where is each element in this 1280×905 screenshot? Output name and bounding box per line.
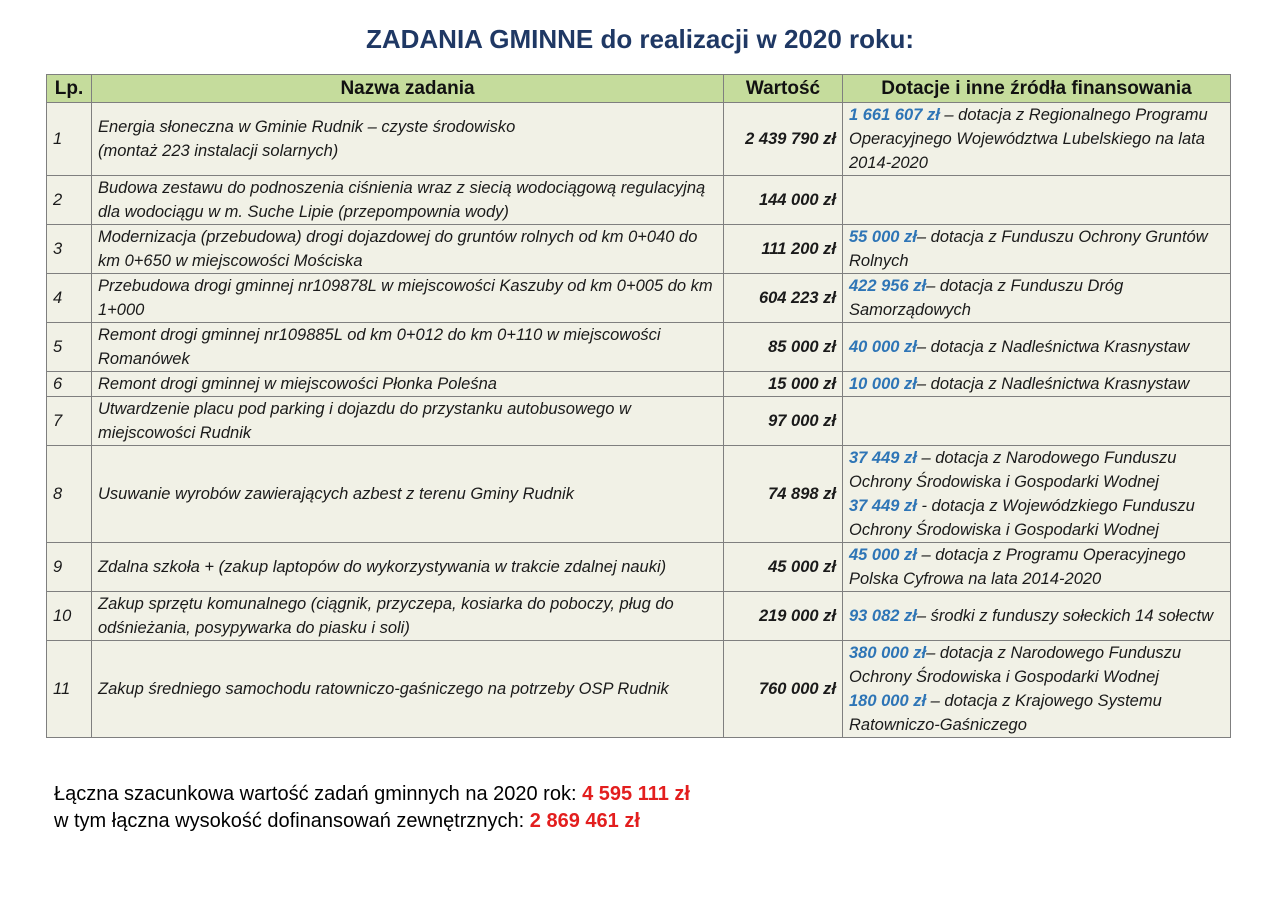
task-name-line: (montaż 223 instalacji solarnych) bbox=[98, 142, 339, 160]
funding-description: – dotacja z Programu Operacyjnego Polska Cyfrowa na lata 2014-2020 bbox=[849, 546, 1186, 588]
task-name-line: Przebudowa drogi gminnej nr109878L w miejscowości Kaszuby od km 0+005 do km 1+000 bbox=[98, 277, 713, 319]
summary-external-line bbox=[54, 808, 690, 835]
task-funding bbox=[843, 372, 1231, 397]
task-name bbox=[92, 641, 724, 738]
task-value: 144 000 zł bbox=[724, 176, 843, 225]
task-name bbox=[92, 103, 724, 176]
funding-amount: 37 449 zł bbox=[849, 449, 917, 467]
task-funding bbox=[843, 592, 1231, 641]
task-funding bbox=[843, 103, 1231, 176]
task-funding bbox=[843, 323, 1231, 372]
table-row bbox=[47, 592, 1231, 641]
task-name-line: Remont drogi gminnej w miejscowości Płonka Poleśna bbox=[98, 375, 497, 393]
task-funding bbox=[843, 176, 1231, 225]
table-row bbox=[47, 641, 1231, 738]
page-title: ZADANIA GMINNE do realizacji w 2020 roku: bbox=[365, 24, 915, 54]
funding-entry bbox=[849, 446, 1224, 494]
funding-amount: 1 661 607 zł bbox=[849, 106, 940, 124]
task-value: 219 000 zł bbox=[724, 592, 843, 641]
funding-description: – dotacja z Narodowego Funduszu Ochrony Środowiska i Gospodarki Wodnej bbox=[849, 449, 1177, 491]
funding-entry bbox=[849, 103, 1224, 175]
table-row bbox=[47, 323, 1231, 372]
table-row bbox=[47, 176, 1231, 225]
task-name bbox=[92, 274, 724, 323]
funding-entry bbox=[849, 335, 1224, 359]
task-name-line: Modernizacja (przebudowa) drogi dojazdowej do gruntów rolnych od km 0+040 do km 0+650 w miejscowości Mościska bbox=[98, 228, 698, 270]
table-row bbox=[47, 543, 1231, 592]
task-value: 45 000 zł bbox=[724, 543, 843, 592]
task-funding bbox=[843, 641, 1231, 738]
task-funding bbox=[843, 446, 1231, 543]
summary bbox=[54, 781, 690, 835]
funding-description: – środki z funduszy sołeckich 14 sołectw bbox=[916, 607, 1214, 625]
funding-description: – dotacja z Nadleśnictwa Krasnystaw bbox=[916, 375, 1190, 393]
task-name bbox=[92, 372, 724, 397]
row-number: 5 bbox=[47, 323, 92, 372]
task-value: 15 000 zł bbox=[724, 372, 843, 397]
summary-total-value: 4 595 111 zł bbox=[582, 783, 690, 805]
funding-entry bbox=[849, 543, 1224, 591]
task-funding bbox=[843, 274, 1231, 323]
funding-entry bbox=[849, 494, 1224, 542]
row-number: 8 bbox=[47, 446, 92, 543]
summary-total-line bbox=[54, 781, 690, 808]
header-lp: Lp. bbox=[47, 75, 92, 103]
funding-description: – dotacja z Narodowego Funduszu Ochrony Środowiska i Gospodarki Wodnej bbox=[849, 644, 1182, 686]
funding-entry bbox=[849, 372, 1224, 396]
summary-total-label: Łączna szacunkowa wartość zadań gminnych na 2020 rok: bbox=[54, 783, 577, 805]
task-name-line: Zdalna szkoła + (zakup laptopów do wykorzystywania w trakcie zdalnej nauki) bbox=[98, 558, 667, 576]
row-number: 4 bbox=[47, 274, 92, 323]
header-funding: Dotacje i inne źródła finansowania bbox=[843, 75, 1231, 103]
task-name bbox=[92, 323, 724, 372]
funding-description: – dotacja z Nadleśnictwa Krasnystaw bbox=[916, 338, 1190, 356]
funding-entry bbox=[849, 274, 1224, 322]
task-name-line: Usuwanie wyrobów zawierających azbest z terenu Gminy Rudnik bbox=[98, 485, 574, 503]
row-number: 2 bbox=[47, 176, 92, 225]
funding-description: – dotacja z Funduszu Ochrony Gruntów Rolnych bbox=[849, 228, 1208, 270]
task-name bbox=[92, 543, 724, 592]
funding-entry bbox=[849, 225, 1224, 273]
task-funding bbox=[843, 225, 1231, 274]
row-number: 6 bbox=[47, 372, 92, 397]
task-name-line: Zakup średniego samochodu ratowniczo-gaśniczego na potrzeby OSP Rudnik bbox=[98, 680, 669, 698]
funding-entry bbox=[849, 689, 1224, 737]
funding-amount: 380 000 zł bbox=[849, 644, 927, 662]
task-name-line: Budowa zestawu do podnoszenia ciśnienia wraz z siecią wodociągową regulacyjną dla wodociągu w m. Suche Lipie (przepompownia wody) bbox=[98, 179, 706, 221]
task-name-line: Utwardzenie placu pod parking i dojazdu do przystanku autobusowego w miejscowości Rudnik bbox=[98, 400, 631, 442]
task-funding bbox=[843, 397, 1231, 446]
funding-amount: 180 000 zł bbox=[849, 692, 927, 710]
funding-amount: 40 000 zł bbox=[849, 338, 917, 356]
task-name bbox=[92, 592, 724, 641]
funding-description: – dotacja z Funduszu Dróg Samorządowych bbox=[849, 277, 1124, 319]
funding-amount: 10 000 zł bbox=[849, 375, 917, 393]
table-row bbox=[47, 225, 1231, 274]
summary-external-label: w tym łączna wysokość dofinansowań zewnętrznych: bbox=[54, 810, 525, 832]
task-name bbox=[92, 446, 724, 543]
row-number: 1 bbox=[47, 103, 92, 176]
task-funding bbox=[843, 543, 1231, 592]
task-value: 85 000 zł bbox=[724, 323, 843, 372]
table-row bbox=[47, 372, 1231, 397]
task-value: 604 223 zł bbox=[724, 274, 843, 323]
table-header-row bbox=[47, 75, 1231, 103]
funding-amount: 37 449 zł bbox=[849, 497, 917, 515]
funding-description: - dotacja z Wojewódzkiego Funduszu Ochrony Środowiska i Gospodarki Wodnej bbox=[849, 497, 1195, 539]
task-name bbox=[92, 225, 724, 274]
funding-amount: 55 000 zł bbox=[849, 228, 917, 246]
tasks-table bbox=[46, 74, 1231, 738]
task-name-line: Energia słoneczna w Gminie Rudnik – czyste środowisko bbox=[98, 118, 516, 136]
table-row bbox=[47, 446, 1231, 543]
task-name bbox=[92, 397, 724, 446]
funding-entry bbox=[849, 641, 1224, 689]
row-number: 3 bbox=[47, 225, 92, 274]
table-row bbox=[47, 397, 1231, 446]
task-name-line: Zakup sprzętu komunalnego (ciągnik, przyczepa, kosiarka do poboczy, pług do odśnieżania, posypywarka do piasku i soli) bbox=[98, 595, 674, 637]
task-value: 74 898 zł bbox=[724, 446, 843, 543]
funding-amount: 45 000 zł bbox=[849, 546, 917, 564]
task-name bbox=[92, 176, 724, 225]
task-value: 97 000 zł bbox=[724, 397, 843, 446]
task-value: 111 200 zł bbox=[724, 225, 843, 274]
header-name: Nazwa zadania bbox=[92, 75, 724, 103]
task-name-line: Remont drogi gminnej nr109885L od km 0+012 do km 0+110 w miejscowości Romanówek bbox=[98, 326, 661, 368]
funding-amount: 93 082 zł bbox=[849, 607, 917, 625]
header-value: Wartość bbox=[724, 75, 843, 103]
task-value: 2 439 790 zł bbox=[724, 103, 843, 176]
summary-external-value: 2 869 461 zł bbox=[529, 810, 640, 832]
funding-entry bbox=[849, 604, 1224, 628]
funding-description: – dotacja z Regionalnego Programu Operacyjnego Województwa Lubelskiego na lata 2014-2020 bbox=[849, 106, 1208, 172]
funding-description: – dotacja z Krajowego Systemu Ratowniczo-Gaśniczego bbox=[849, 692, 1162, 734]
row-number: 9 bbox=[47, 543, 92, 592]
table-row bbox=[47, 103, 1231, 176]
funding-amount: 422 956 zł bbox=[849, 277, 927, 295]
row-number: 10 bbox=[47, 592, 92, 641]
table-row bbox=[47, 274, 1231, 323]
row-number: 11 bbox=[47, 641, 92, 738]
row-number: 7 bbox=[47, 397, 92, 446]
task-value: 760 000 zł bbox=[724, 641, 843, 738]
